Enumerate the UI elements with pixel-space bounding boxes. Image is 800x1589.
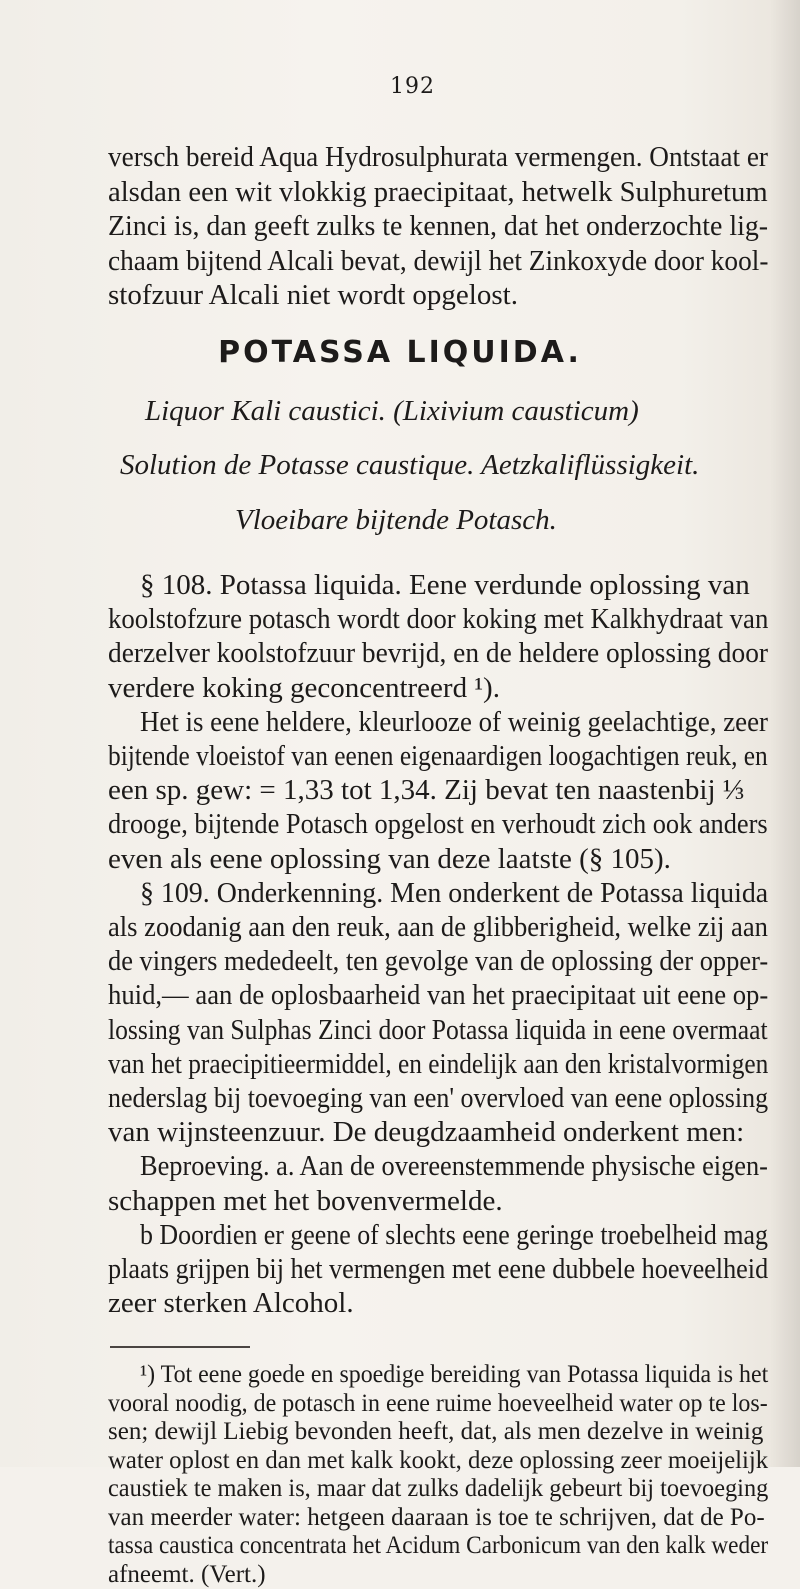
- footnote-line: van meerder water: hetgeen daaraan is toe te schrijven, dat de Po-: [108, 1504, 765, 1531]
- footnote-line: ¹) Tot eene goede en spoedige bereiding van Potassa liquida is het: [140, 1361, 769, 1388]
- body-line: als zoodanig aan den reuk, aan de glibberigheid, welke zij aan: [108, 911, 768, 943]
- intro-line: stofzuur Alcali niet wordt opgelost.: [108, 279, 518, 311]
- body-line: zeer sterken Alcohol.: [108, 1287, 354, 1319]
- body-line: schappen met het bovenvermelde.: [108, 1185, 503, 1217]
- body-line: even als eene oplossing van deze laatste (§ 105).: [108, 843, 671, 875]
- footnote-line: afneemt. (Vert.): [108, 1561, 266, 1588]
- synonym-line: Solution de Potasse caustique. Aetzkaliflüssigkeit.: [120, 449, 700, 481]
- body-line: nederslag bij toevoeging van een' overvloed van eene oplossing: [108, 1082, 769, 1114]
- body-line: een sp. gew: = 1,33 tot 1,34. Zij bevat ten naastenbij ⅓: [108, 774, 745, 806]
- body-line: Het is eene heldere, kleurlooze of weinig geelachtige, zeer: [140, 706, 768, 738]
- synonym-line: Liquor Kali caustici. (Lixivium causticum): [145, 395, 639, 427]
- body-line: huid,— aan de oplosbaarheid van het praecipitaat uit eene op-: [108, 979, 769, 1011]
- footnote-line: water oplost en dan met kalk kookt, deze oplossing zeer moeijelijk: [108, 1447, 769, 1474]
- body-line: bijtende vloeistof van eenen eigenaardigen loogachtigen reuk, en: [108, 740, 768, 772]
- body-line: b Doordien er geene of slechts eene geringe troebelheid mag: [140, 1219, 768, 1251]
- body-line: derzelver koolstofzuur bevrijd, en de heldere oplossing door: [108, 637, 769, 669]
- page-number: 192: [390, 74, 435, 99]
- body-line: lossing van Sulphas Zinci door Potassa liquida in eene overmaat: [108, 1014, 768, 1046]
- footnote-line: sen; dewijl Liebig bevonden heeft, dat, als men dezelve in weinig: [108, 1418, 764, 1445]
- body-line: Beproeving. a. Aan de overeenstemmende physische eigen-: [140, 1150, 768, 1182]
- body-line: drooge, bijtende Potasch opgelost en verhoudt zich ook anders: [108, 808, 768, 840]
- body-line: § 109. Onderkenning. Men onderkent de Potassa liquida: [140, 877, 769, 909]
- body-line: van het praecipitieermiddel, en eindelijk aan den kristalvormigen: [108, 1048, 769, 1080]
- section-title: POTASSA LIQUIDA.: [218, 335, 582, 370]
- page-edge-shadow: [770, 0, 800, 1467]
- body-line: § 108. Potassa liquida. Eene verdunde oplossing van: [140, 569, 750, 601]
- footnote-line: caustiek te maken is, maar dat zulks dadelijk gebeurt bij toevoeging: [108, 1475, 769, 1502]
- synonym-line: Vloeibare bijtende Potasch.: [235, 504, 557, 536]
- intro-line: alsdan een wit vlokkig praecipitaat, hetwelk Sulphuretum: [108, 176, 768, 208]
- body-line: plaats grijpen bij het vermengen met eene dubbele hoeveelheid: [108, 1253, 769, 1285]
- body-line: de vingers mededeelt, ten gevolge van de oplossing der opper-: [108, 945, 769, 977]
- intro-line: versch bereid Aqua Hydrosulphurata vermengen. Ontstaat er: [108, 141, 768, 173]
- footnote-separator: [110, 1346, 250, 1348]
- intro-line: chaam bijtend Alcali bevat, dewijl het Zinkoxyde door kool-: [108, 245, 769, 277]
- body-line: verdere koking geconcentreerd ¹).: [108, 672, 500, 704]
- footnote-line: vooral noodig, de potasch in eene ruime hoeveelheid water op te los-: [108, 1390, 768, 1417]
- intro-line: Zinci is, dan geeft zulks te kennen, dat het onderzochte lig-: [108, 210, 769, 242]
- footnote-line: tassa caustica concentrata het Acidum Carbonicum van den kalk weder: [108, 1532, 769, 1559]
- body-line: van wijnsteenzuur. De deugdzaamheid onderkent men:: [108, 1116, 745, 1148]
- body-line: koolstofzure potasch wordt door koking met Kalkhydraat van: [108, 603, 769, 635]
